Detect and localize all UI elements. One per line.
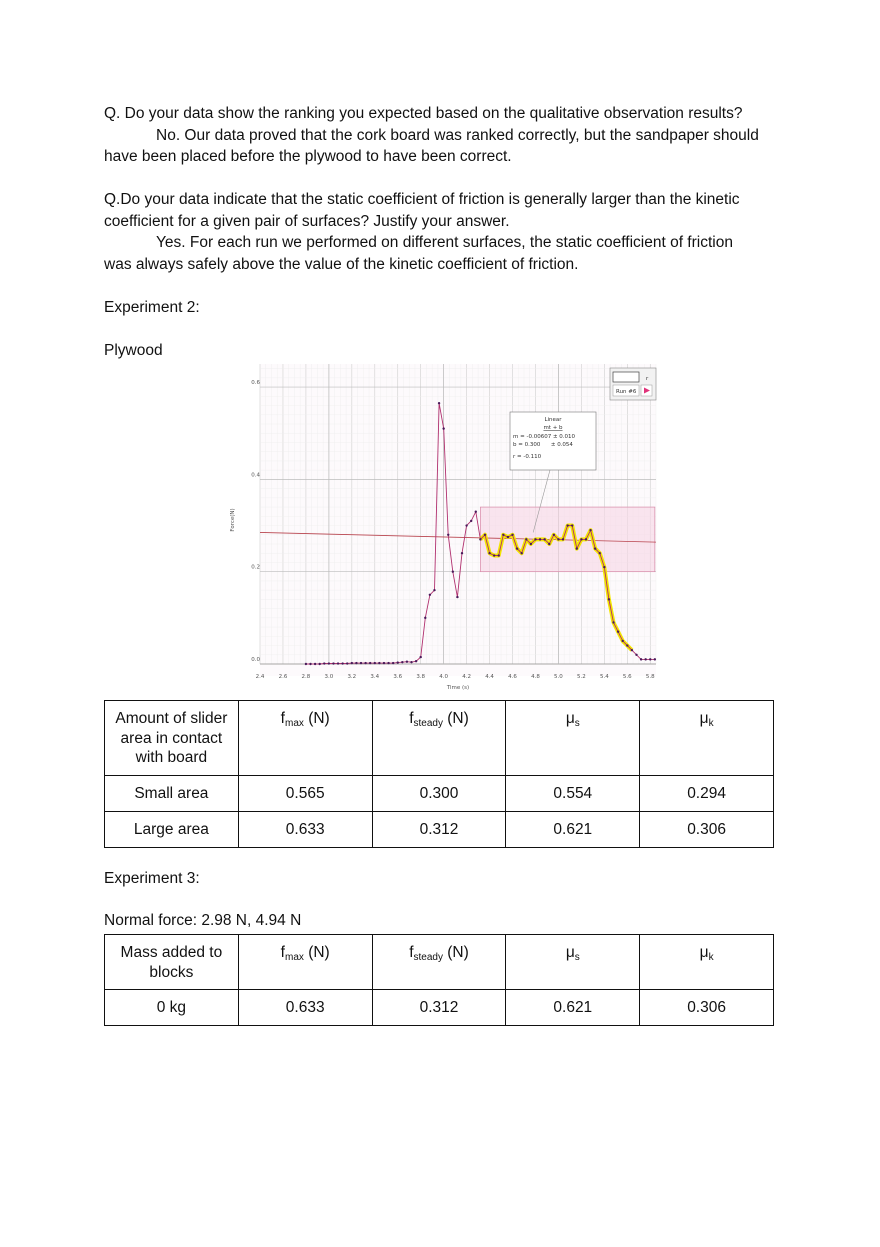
header-slider-area: Amount of slider area in contact with board: [105, 701, 239, 776]
data-point: [447, 534, 449, 536]
data-point: [383, 662, 385, 664]
x-tick-label: 5.6: [622, 674, 632, 680]
table-experiment-2: [104, 700, 774, 848]
cell-fsteady: 0.312: [372, 990, 506, 1026]
data-point: [534, 538, 536, 540]
x-tick-label: 4.6: [508, 674, 517, 680]
data-point: [502, 534, 504, 536]
fit-box-m: m = -0.00607 ± 0.010: [513, 434, 576, 440]
data-point: [355, 662, 357, 664]
fit-box-r: r = -0.110: [513, 454, 542, 460]
x-tick-label: 3.4: [370, 674, 380, 680]
data-point: [608, 598, 610, 600]
header-mu-k: $\mu_k$: [640, 935, 774, 990]
answer-1-line-2: have been placed before the plywood to have been correct.: [104, 148, 512, 165]
cell-mu-k: 0.306: [640, 812, 774, 848]
data-point: [525, 538, 527, 540]
data-point: [305, 663, 307, 665]
run-label: Run #6: [616, 389, 637, 395]
x-tick-label: 2.4: [255, 674, 265, 680]
data-point: [603, 566, 605, 568]
data-point: [442, 427, 444, 429]
header-mu-s: $\mu_s$: [506, 701, 640, 776]
data-point: [415, 660, 417, 662]
x-tick-label: 5.4: [599, 674, 609, 680]
data-point: [484, 534, 486, 536]
cell-condition: Large area: [105, 812, 239, 848]
x-tick-label: 4.2: [462, 674, 471, 680]
data-point: [594, 547, 596, 549]
data-point: [654, 658, 656, 660]
question-2-line-1: Q.Do your data indicate that the static coefficient of friction is generally larger than the kinetic: [104, 191, 740, 208]
data-point: [314, 663, 316, 665]
data-point: [475, 510, 477, 512]
data-point: [351, 662, 353, 664]
question-1: Q. Do your data show the ranking you expected based on the qualitative observation results?: [104, 105, 743, 122]
run-color-swatch: [613, 372, 639, 382]
data-point: [323, 662, 325, 664]
data-point: [419, 656, 421, 658]
header-mu-k: $\mu_k$: [640, 701, 774, 776]
data-point: [649, 658, 651, 660]
x-axis-label: Time (s): [446, 685, 470, 691]
answer-1-line-1: No. Our data proved that the cork board was ranked correctly, but the sandpaper should: [156, 126, 759, 144]
chart-svg: [228, 362, 658, 692]
data-point: [346, 662, 348, 664]
data-point: [360, 662, 362, 664]
data-point: [622, 640, 624, 642]
data-point: [337, 662, 339, 664]
header-mass-added: Mass added to blocks: [105, 935, 239, 990]
data-point: [479, 538, 481, 540]
cell-mu-s: 0.621: [506, 812, 640, 848]
y-tick-label: 0.2: [251, 564, 260, 571]
cell-fsteady: 0.312: [372, 812, 506, 848]
cell-fmax: 0.633: [238, 990, 372, 1026]
data-point: [387, 662, 389, 664]
data-point: [456, 596, 458, 598]
data-point: [576, 547, 578, 549]
cell-mu-k: 0.294: [640, 776, 774, 812]
data-point: [516, 547, 518, 549]
y-ticks: [251, 380, 260, 663]
data-point: [562, 538, 564, 540]
cell-mu-s: 0.621: [506, 990, 640, 1026]
cell-condition: 0 kg: [105, 990, 239, 1026]
data-point: [493, 554, 495, 556]
surface-label: Plywood: [104, 342, 163, 359]
force-time-chart: [228, 362, 658, 692]
x-tick-label: 5.8: [645, 674, 655, 680]
data-point: [488, 552, 490, 554]
data-point: [571, 524, 573, 526]
data-point: [507, 536, 509, 538]
cell-mu-s: 0.554: [506, 776, 640, 812]
data-point: [369, 662, 371, 664]
data-point: [397, 661, 399, 663]
x-tick-label: 4.8: [531, 674, 540, 680]
cell-mu-k: 0.306: [640, 990, 774, 1026]
data-point: [612, 621, 614, 623]
normal-force-label: Normal force: 2.98 N, 4.94 N: [104, 912, 302, 929]
data-point: [635, 654, 637, 656]
data-point: [429, 594, 431, 596]
data-point: [599, 552, 601, 554]
data-point: [401, 661, 403, 663]
cell-condition: Small area: [105, 776, 239, 812]
data-point: [465, 524, 467, 526]
question-2-line-2: coefficient for a given pair of surfaces? Justify your answer.: [104, 212, 510, 230]
y-tick-label: 0.4: [251, 472, 260, 479]
x-tick-label: 3.6: [393, 674, 403, 680]
fit-box-b: b = 0.300 ± 0.054: [513, 442, 573, 448]
run-swatch-label: r: [646, 376, 649, 382]
data-point: [617, 630, 619, 632]
data-point: [511, 534, 513, 536]
data-point: [438, 402, 440, 404]
header-fsteady: $f_{steady}$ (N): [372, 935, 506, 990]
data-point: [410, 661, 412, 663]
table-experiment-3: [104, 934, 774, 1026]
y-tick-label: 0.0: [251, 657, 260, 663]
data-point: [521, 552, 523, 554]
experiment-3-heading: Experiment 3:: [104, 870, 200, 887]
table-header-row: [105, 701, 774, 776]
x-tick-label: 2.8: [301, 674, 311, 680]
header-fsteady: $f_{steady}$ (N): [372, 701, 506, 776]
fit-box-title: Linear: [544, 417, 562, 423]
y-axis-label: Force(N): [230, 508, 236, 532]
x-tick-label: 4.0: [439, 674, 449, 680]
data-point: [543, 538, 545, 540]
data-point: [452, 570, 454, 572]
header-mu-s: $\mu_s$: [506, 935, 640, 990]
table-header-row: [105, 935, 774, 990]
data-point: [644, 658, 646, 660]
data-point: [539, 538, 541, 540]
data-point: [433, 589, 435, 591]
experiment-2-heading: Experiment 2:: [104, 299, 200, 316]
x-tick-label: 3.0: [324, 674, 334, 680]
data-point: [378, 662, 380, 664]
data-point: [309, 663, 311, 665]
data-point: [498, 554, 500, 556]
fit-box[interactable]: [510, 412, 596, 470]
data-point: [585, 538, 587, 540]
data-point: [364, 662, 366, 664]
data-point: [557, 538, 559, 540]
cell-fmax: 0.565: [238, 776, 372, 812]
y-tick-label: 0.6: [251, 380, 260, 387]
data-point: [530, 543, 532, 545]
data-point: [406, 660, 408, 662]
table-row: [105, 776, 774, 812]
cell-fsteady: 0.300: [372, 776, 506, 812]
data-point: [631, 649, 633, 651]
x-tick-label: 3.2: [347, 674, 357, 680]
data-point: [566, 524, 568, 526]
x-tick-label: 5.2: [577, 674, 586, 680]
answer-2-line-1: Yes. For each run we performed on different surfaces, the static coefficient of friction: [156, 234, 733, 251]
run-selector[interactable]: [610, 368, 656, 400]
data-point: [318, 663, 320, 665]
x-tick-label: 4.4: [485, 674, 494, 680]
data-point: [461, 552, 463, 554]
fit-box-equation: mt + b: [543, 425, 563, 431]
data-point: [580, 538, 582, 540]
header-fmax: $f_{max}$ (N): [238, 701, 372, 776]
data-point: [332, 662, 334, 664]
data-point: [328, 662, 330, 664]
table-row: [105, 812, 774, 848]
x-tick-label: 3.8: [416, 674, 426, 680]
cell-fmax: 0.633: [238, 812, 372, 848]
data-point: [626, 644, 628, 646]
x-tick-label: 5.0: [554, 674, 563, 680]
selection-region[interactable]: [480, 507, 654, 572]
data-point: [392, 662, 394, 664]
data-point: [548, 543, 550, 545]
header-fmax: $f_{max}$ (N): [238, 935, 372, 990]
data-point: [589, 529, 591, 531]
data-point: [341, 662, 343, 664]
table-row: [105, 990, 774, 1026]
data-point: [553, 534, 555, 536]
data-point: [640, 658, 642, 660]
data-point: [374, 662, 376, 664]
answer-2-line-2: was always safely above the value of the kinetic coefficient of friction.: [104, 255, 579, 273]
data-point: [470, 520, 472, 522]
data-point: [424, 617, 426, 619]
x-tick-label: 2.6: [278, 674, 288, 680]
